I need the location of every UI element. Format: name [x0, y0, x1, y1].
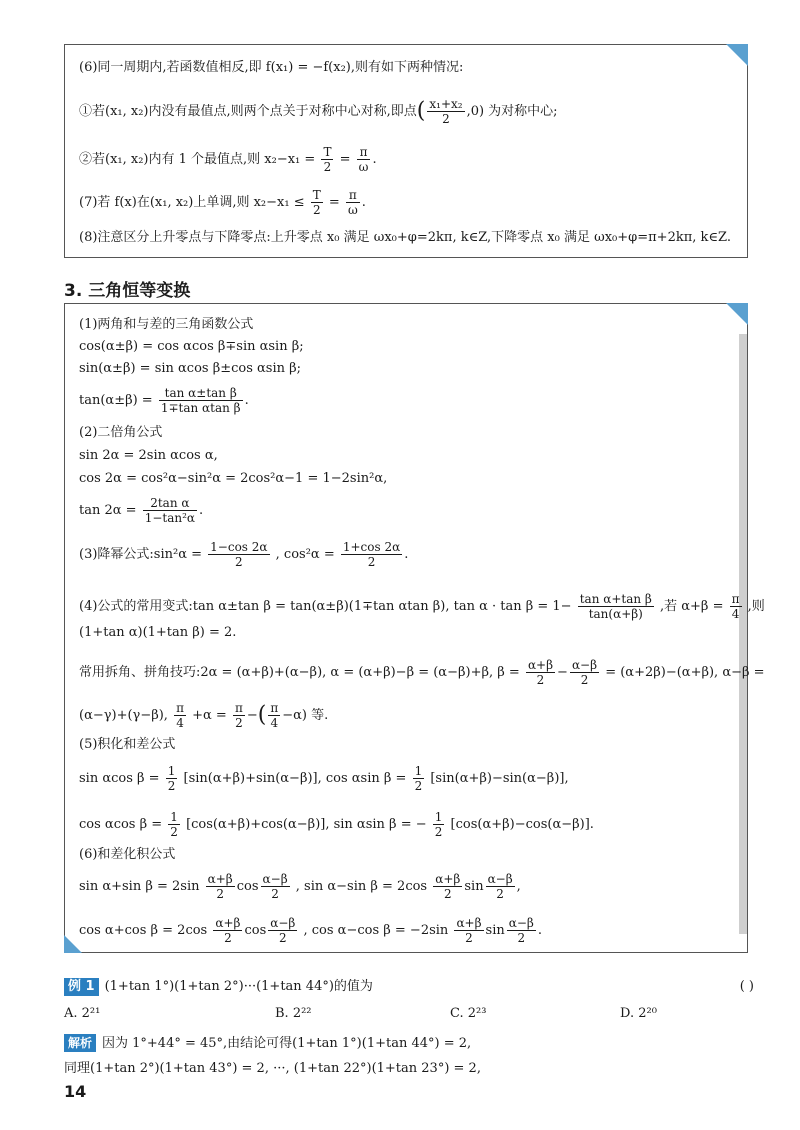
- text: , sin α−sin β = 2cos: [295, 879, 428, 894]
- text: [cos(α+β)−cos(α−β)].: [450, 817, 594, 832]
- example-badge: 例 1: [64, 978, 99, 996]
- fraction: $\frac{T}{2}$: [312, 188, 321, 217]
- fraction: $\frac{\pi}{\omega}$: [358, 145, 369, 174]
- fraction: $\frac{1}{2}$: [414, 764, 423, 793]
- side-bar: [739, 334, 747, 934]
- text: (3)降幂公式:sin²α =: [79, 547, 203, 562]
- formula-variant-2: (1+tan α)(1+tan β) = 2.: [79, 625, 237, 640]
- fraction: $\frac{\alpha-\beta}{2}$: [508, 916, 534, 945]
- formula-sum-to-product-1: sin α+sin β = 2sin $\frac{\alpha+\beta}{2}$ cos $\frac{\alpha-\beta}{2}$ , sin α−sin β = 2cos $\frac{\alpha+\beta}{2}$ sin $\frac{\alpha-\beta}{2}$ ,: [79, 872, 521, 901]
- option-b[interactable]: B. 2²²: [275, 1006, 312, 1021]
- fraction: $\frac{\pi}{4}$: [176, 701, 184, 730]
- formula-cos2a: cos 2α = cos²α−sin²α = 2cos²α−1 = 1−2sin²α,: [79, 471, 388, 486]
- fraction: $\frac{\alpha-\beta}{2}$: [487, 872, 513, 901]
- item-7: (7)若 f(x)在(x₁, x₂)上单调,则 x₂−x₁ ≤ $\frac{T}{2}$ = $\frac{\pi}{\omega}$ .: [79, 188, 366, 217]
- formula-tan-sum: tan(α±β) = $\frac{\text{tan α±tan β}}{\text{1∓tan αtan β}}$ .: [79, 386, 249, 415]
- example-question: [64, 978, 754, 996]
- fraction: $\frac{1}{2}$: [434, 810, 443, 839]
- fraction: $\frac{\alpha-\beta}{2}$: [571, 658, 598, 687]
- fraction: $\frac{1-\cos 2\alpha}{2}$: [210, 540, 268, 569]
- text: 常用拆角、拼角技巧:2α = (α+β)+(α−β), α = (α+β)−β = (α−β)+β, β =: [79, 665, 520, 680]
- heading-5: (5)积化和差公式: [79, 737, 176, 752]
- text: ,则: [747, 599, 765, 614]
- text: = (α+2β)−(α+β), α−β =: [605, 665, 765, 680]
- fraction: $\frac{\alpha+\beta}{2}$: [215, 916, 241, 945]
- text: [cos(α+β)+cos(α−β)], sin αsin β = −: [186, 817, 427, 832]
- section-title: 3. 三角恒等变换: [64, 281, 191, 301]
- option-d[interactable]: D. 2²⁰: [620, 1006, 657, 1021]
- formula-tan2a: tan 2α = $\frac{\text{2tan α}}{\text{1−tan²α}}$ .: [79, 496, 204, 525]
- formula-angle-split: 常用拆角、拼角技巧:2α = (α+β)+(α−β), α = (α+β)−β = (α−β)+β, β = $\frac{\alpha+\beta}{2}$ − $\frac{\alpha-\beta}{2}$ = (α+2β)−(α+β), α−β =: [79, 658, 765, 687]
- text: sin α+sin β = 2sin: [79, 879, 200, 894]
- fraction: $\frac{\text{x₁+x₂}}{2}$: [429, 97, 463, 126]
- text: cos α+cos β = 2cos: [79, 923, 208, 938]
- fraction: $\frac{T}{2}$: [323, 145, 332, 174]
- item-6: (6)同一周期内,若函数值相反,即 f(x₁) = −f(x₂),则有如下两种情况:: [79, 60, 464, 75]
- text: (7)若 f(x)在(x₁, x₂)上单调,则 x₂−x₁ ≤: [79, 195, 305, 210]
- formula-power-reduction: (3)降幂公式:sin²α = $\frac{1-\cos 2\alpha}{2}$ , cos²α = $\frac{1+\cos 2\alpha}{2}$ .: [79, 540, 409, 569]
- properties-box: [64, 44, 748, 258]
- analysis-badge: 解析: [64, 1034, 96, 1052]
- fraction: $\frac{\alpha+\beta}{2}$: [456, 916, 482, 945]
- question-text: (1+tan 1°)(1+tan 2°)···(1+tan 44°)的值为: [104, 979, 373, 994]
- item-6-case-1: ①若(x₁, x₂)内没有最值点,则两个点关于对称中心对称,即点( $\frac{\text{x₁+x₂}}{2}$ ,0) 为对称中心;: [79, 97, 558, 126]
- text: ①若(x₁, x₂)内没有最值点,则两个点关于对称中心对称,即点: [79, 104, 417, 119]
- fraction: $\frac{\alpha+\beta}{2}$: [435, 872, 461, 901]
- fraction: $\frac{\pi}{\omega}$: [347, 188, 358, 217]
- formula-product-to-sum-1: [79, 764, 733, 793]
- fraction: $\frac{1}{2}$: [170, 810, 178, 839]
- text: sin αcos β =: [79, 771, 160, 786]
- fraction: $\frac{\pi}{2}$: [234, 701, 243, 730]
- text: [sin(α+β)−sin(α−β)],: [430, 771, 569, 786]
- option-c[interactable]: C. 2²³: [450, 1006, 487, 1021]
- fraction: $\frac{\text{tan α±tan β}}{\text{1∓tan αtan β}}$: [160, 386, 241, 415]
- fraction: $\frac{\alpha+\beta}{2}$: [207, 872, 233, 901]
- fraction: $\frac{\alpha-\beta}{2}$: [262, 872, 288, 901]
- formula-sin-sum: sin(α±β) = sin αcos β±cos αsin β;: [79, 361, 302, 376]
- item-8: (8)注意区分上升零点与下降零点:上升零点 x₀ 满足 ωx₀+φ=2kπ, k∈Z,下降零点 x₀ 满足 ωx₀+φ=π+2kπ, k∈Z.: [79, 230, 731, 245]
- formula-variant: [79, 592, 765, 621]
- text: (4)公式的常用变式:tan α±tan β = tan(α±β)(1∓tan αtan β), tan α · tan β = 1−: [79, 599, 572, 614]
- option-a[interactable]: A. 2²¹: [64, 1006, 101, 1021]
- heading-2: (2)二倍角公式: [79, 425, 163, 440]
- formulas-box: [64, 303, 765, 953]
- formula-cos-sum: cos(α±β) = cos αcos β∓sin αsin β;: [79, 339, 304, 354]
- fraction: $\frac{\text{2tan α}}{\text{1−tan²α}}$: [144, 496, 196, 525]
- text: cos αcos β =: [79, 817, 163, 832]
- fraction: $\frac{\pi}{4}$: [270, 701, 279, 730]
- text: [sin(α+β)+sin(α−β)], cos αsin β =: [183, 771, 407, 786]
- text: ,若 α+β =: [660, 599, 724, 614]
- formula-sin2a: sin 2α = 2sin αcos α,: [79, 448, 218, 463]
- text: , cos α−cos β = −2sin: [303, 923, 449, 938]
- formula-angle-split-2: (α−γ)+(γ−β), $\frac{\pi}{4}$ +α = $\frac{\pi}{2}$ −( $\frac{\pi}{4}$ −α) 等.: [79, 701, 329, 730]
- text: ②若(x₁, x₂)内有 1 个最值点,则 x₂−x₁ =: [79, 152, 316, 167]
- fraction: $\frac{\alpha-\beta}{2}$: [270, 916, 296, 945]
- heading-1: (1)两角和与差的三角函数公式: [79, 317, 254, 332]
- fraction: $\frac{\pi}{4}$: [731, 592, 740, 621]
- text: (α−γ)+(γ−β),: [79, 708, 168, 723]
- text: =: [328, 195, 340, 210]
- fraction: $\frac{1+\cos 2\alpha}{2}$: [342, 540, 401, 569]
- formula-sum-to-product-2: cos α+cos β = 2cos $\frac{\alpha+\beta}{2}$ cos $\frac{\alpha-\beta}{2}$ , cos α−cos β = −2sin $\frac{\alpha+\beta}{2}$ sin $\frac{\alpha-\beta}{2}$ .: [79, 916, 542, 945]
- analysis-line-1: [64, 1034, 471, 1053]
- analysis-text: 因为 1°+44° = 45°,由结论可得(1+tan 1°)(1+tan 44°) = 2,: [102, 1036, 472, 1051]
- fraction: $\frac{1}{2}$: [167, 764, 176, 793]
- formula-product-to-sum-2: [79, 810, 733, 839]
- text: ,0) 为对称中心;: [466, 104, 558, 119]
- page-number: 14: [64, 1082, 87, 1101]
- text: , cos²α =: [275, 547, 335, 562]
- heading-6: (6)和差化积公式: [79, 847, 176, 862]
- item-6-case-2: ②若(x₁, x₂)内有 1 个最值点,则 x₂−x₁ = $\frac{T}{2}$ = $\frac{\pi}{\omega}$ .: [79, 145, 377, 174]
- answer-paren: ( ): [739, 979, 754, 994]
- fraction: $\frac{\text{tan α+tan β}}{\tan(\alpha+\beta)}$: [579, 592, 652, 621]
- text: tan(α±β) =: [79, 393, 153, 408]
- text: =: [339, 152, 351, 167]
- text: −α) 等.: [282, 708, 329, 723]
- text: +α =: [192, 708, 227, 723]
- fraction: $\frac{\alpha+\beta}{2}$: [527, 658, 554, 687]
- text: tan 2α =: [79, 503, 137, 518]
- analysis-line-2: 同理(1+tan 2°)(1+tan 43°) = 2, ···, (1+tan 22°)(1+tan 23°) = 2,: [64, 1061, 481, 1076]
